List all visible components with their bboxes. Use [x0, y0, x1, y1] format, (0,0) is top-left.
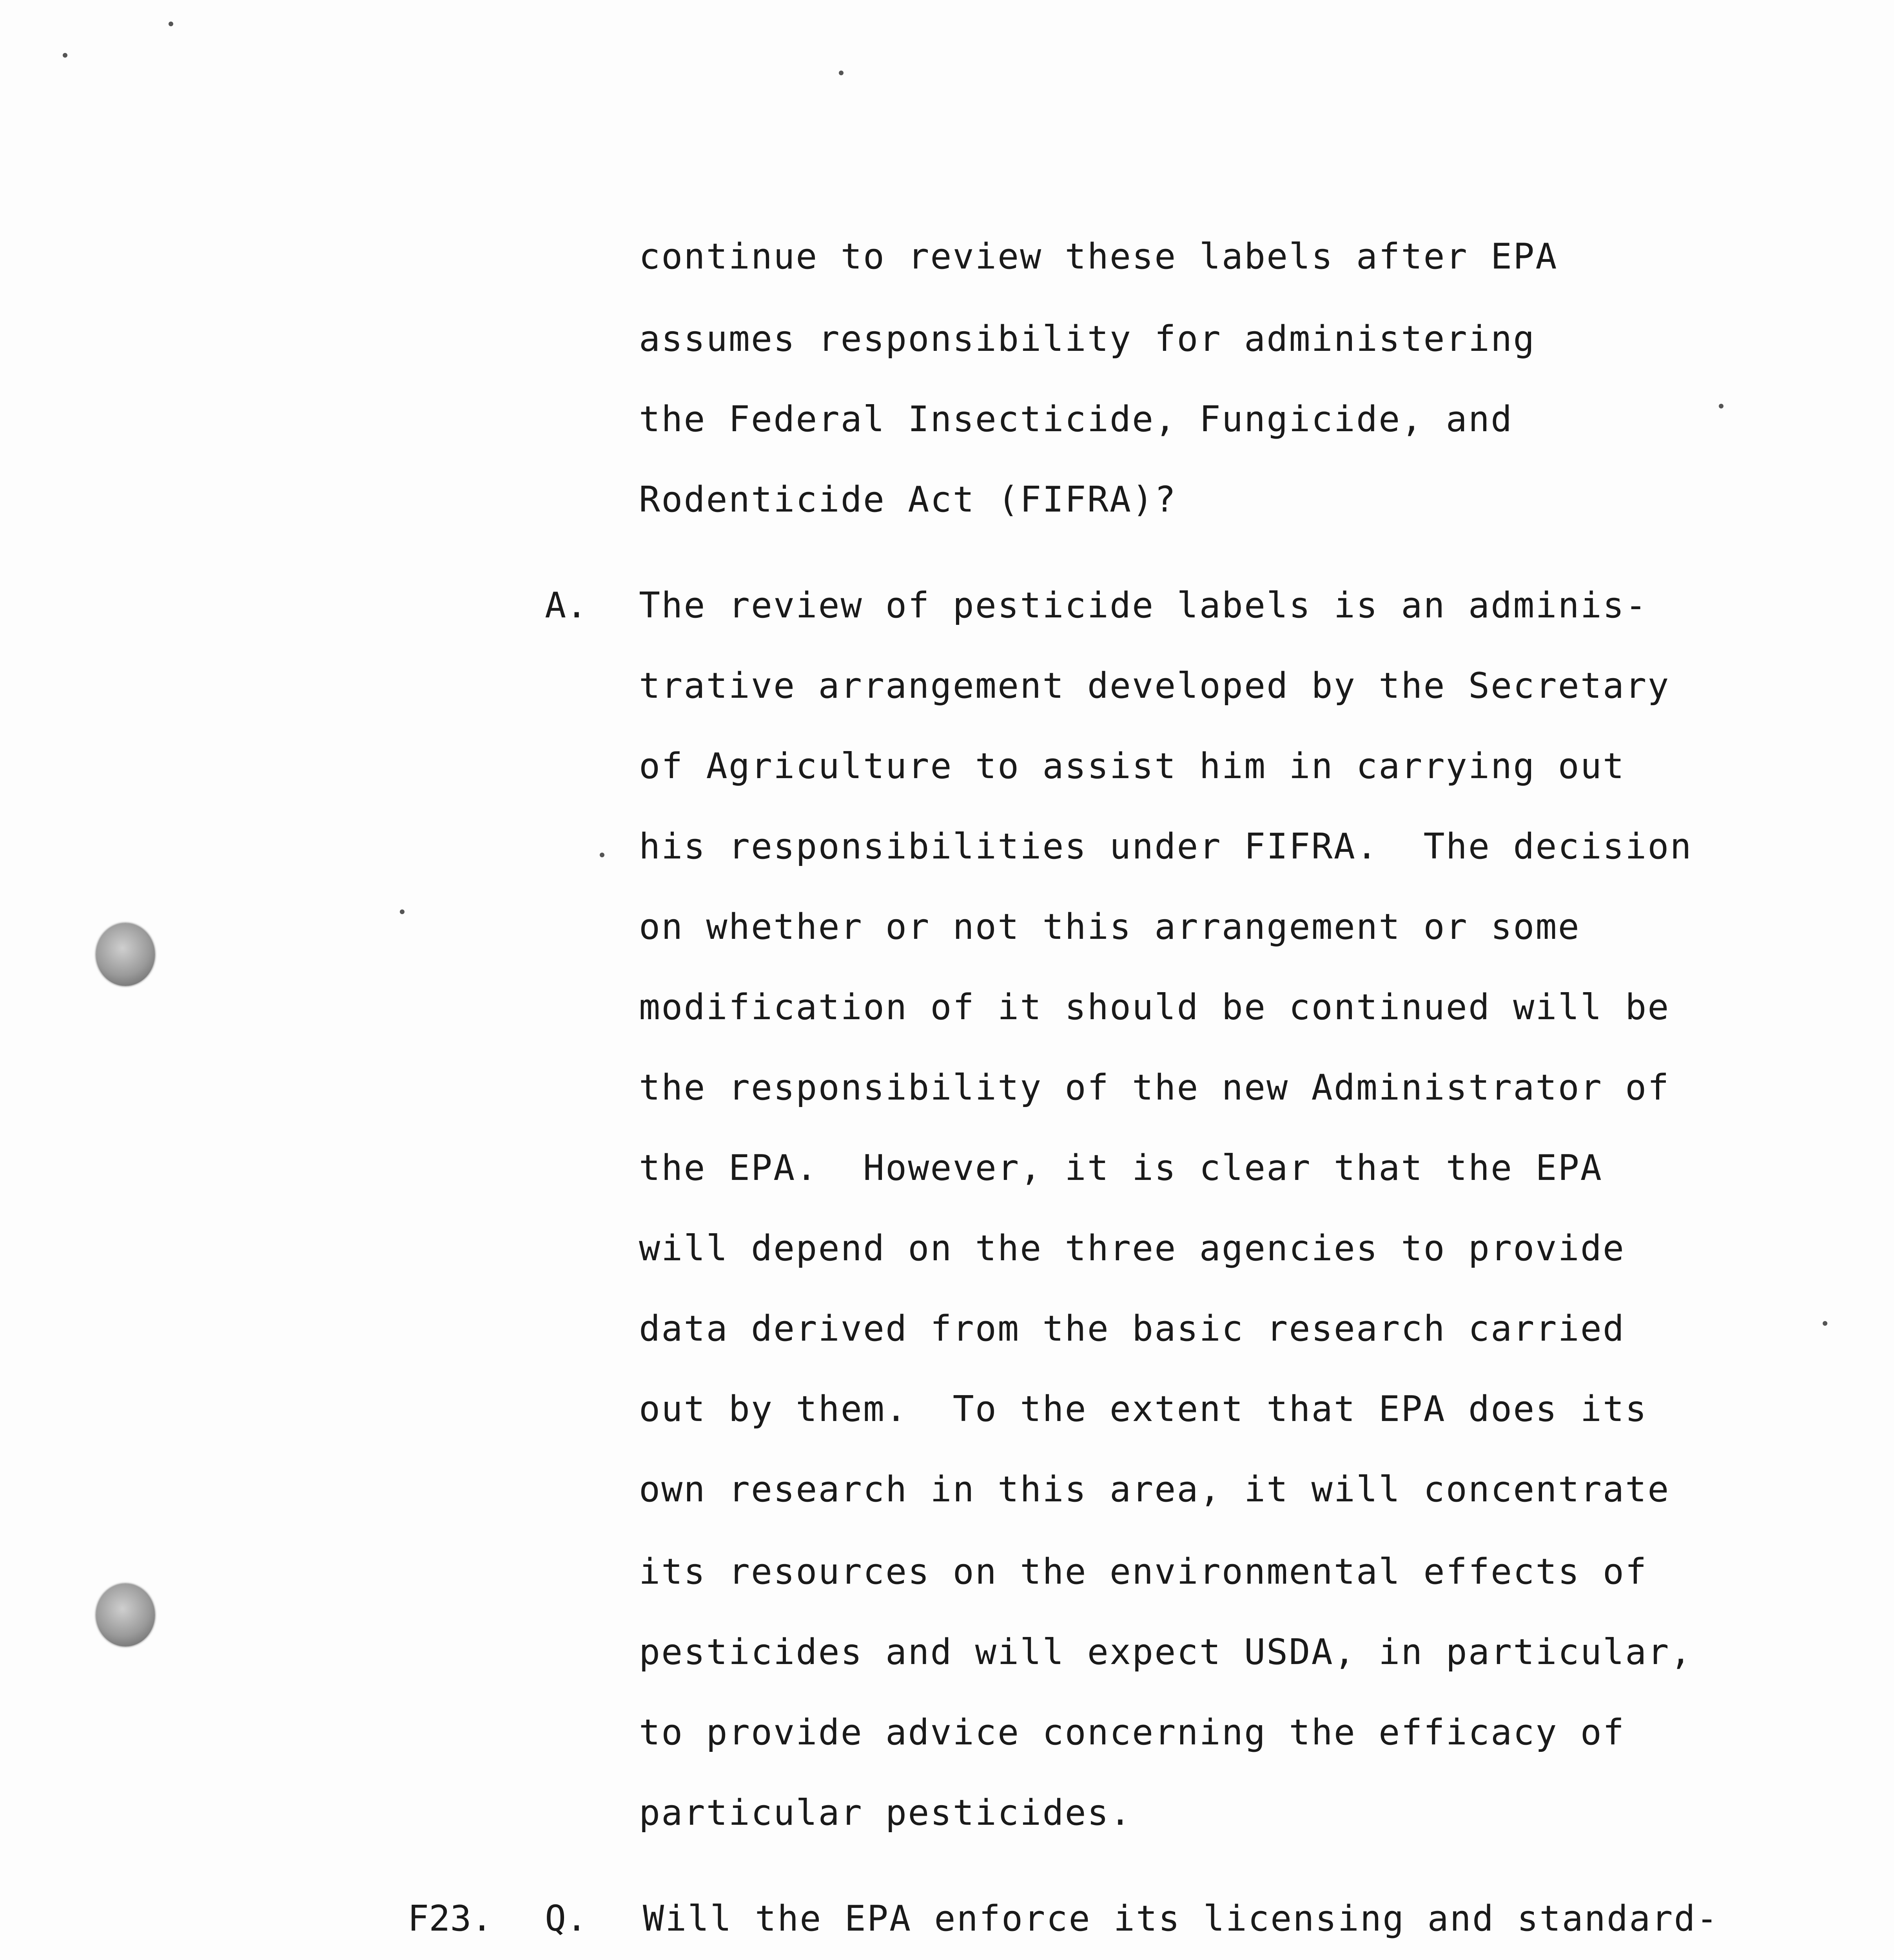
speck — [400, 909, 405, 914]
intro-line: Rodenticide Act (FIFRA)? — [639, 479, 1177, 520]
speck — [1823, 1321, 1827, 1326]
punch-hole-upper — [96, 923, 155, 986]
answer-line: modification of it should be continued will be — [639, 987, 1670, 1028]
intro-line: assumes responsibility for administering — [639, 318, 1536, 359]
speck — [839, 71, 844, 75]
answer-line: data derived from the basic research carried — [639, 1308, 1626, 1349]
punch-hole-lower — [96, 1584, 155, 1646]
answer-line: pesticides and will expect USDA, in particular, — [639, 1632, 1693, 1673]
answer-marker: A. — [545, 585, 588, 626]
answer-line: its resources on the environmental effects of — [639, 1551, 1648, 1592]
speck — [600, 853, 604, 857]
answer-line: on whether or not this arrangement or some — [639, 906, 1580, 947]
answer-line: will depend on the three agencies to provide — [639, 1228, 1626, 1269]
intro-line: the Federal Insecticide, Fungicide, and — [639, 399, 1513, 440]
answer-line: his responsibilities under FIFRA. The decision — [639, 826, 1693, 867]
question-marker: Q. — [545, 1898, 588, 1939]
intro-line: continue to review these labels after EPA — [639, 236, 1558, 277]
speck — [1719, 404, 1723, 408]
answer-line: out by them. To the extent that EPA does its — [639, 1388, 1648, 1430]
question-number: F23. — [408, 1898, 493, 1939]
answer-line: particular pesticides. — [639, 1792, 1132, 1833]
answer-line: trative arrangement developed by the Secretary — [639, 665, 1670, 706]
answer-line: The review of pesticide labels is an adminis- — [639, 585, 1648, 626]
answer-line: own research in this area, it will concentrate — [639, 1469, 1670, 1510]
answer-line: the responsibility of the new Administrator of — [639, 1067, 1670, 1108]
answer-line: the EPA. However, it is clear that the EPA — [639, 1147, 1603, 1189]
speck — [63, 53, 67, 58]
question-line: Will the EPA enforce its licensing and standard- — [643, 1898, 1719, 1939]
answer-line: of Agriculture to assist him in carrying out — [639, 746, 1626, 787]
speck — [169, 22, 173, 26]
answer-line: to provide advice concerning the efficacy of — [639, 1712, 1626, 1753]
